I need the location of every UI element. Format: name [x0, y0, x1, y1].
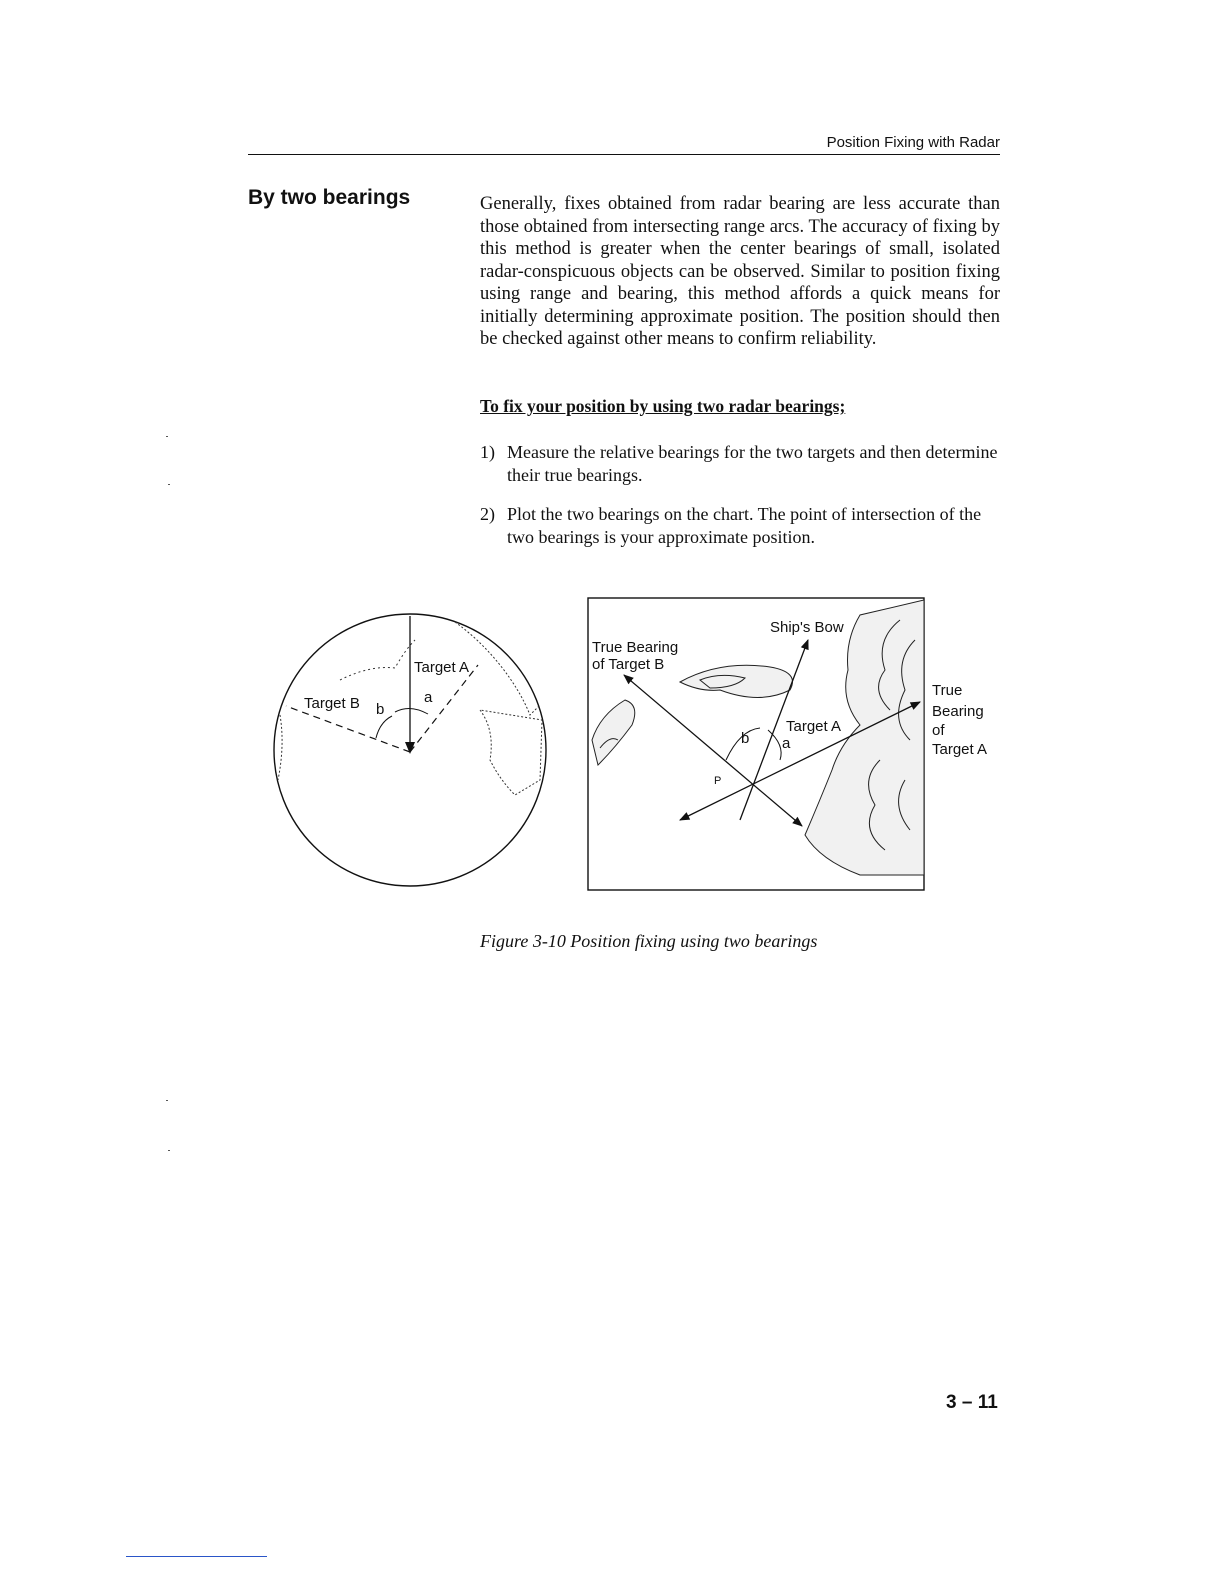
footer-rule: [126, 1556, 267, 1557]
side-heading: By two bearings: [248, 186, 411, 209]
chart-label-angle-a: a: [782, 735, 791, 752]
figure-caption: Figure 3-10 Position fixing using two bearings: [480, 931, 818, 951]
chart-label-true-bearing-a-line2: Bearing: [932, 703, 984, 720]
procedure-heading: To fix your position by using two radar bearings;: [480, 396, 846, 416]
chart-label-true-bearing-a-line4: Target A: [932, 741, 988, 758]
radar-display: [274, 614, 546, 886]
bearing-line-b: [286, 706, 410, 752]
chart-label-true-bearing-b-line1: True Bearing: [592, 639, 679, 656]
chart-label-target-a: Target A: [786, 718, 842, 735]
step-number: 2): [480, 504, 495, 524]
radar-label-target-b: Target B: [304, 695, 360, 712]
margin-speck: [168, 1150, 170, 1151]
margin-speck: [166, 436, 168, 437]
step-number: 1): [480, 442, 495, 462]
margin-speck: [168, 484, 170, 485]
chart-angle-arc-a: [768, 730, 781, 760]
step-text: Plot the two bearings on the chart. The point of intersection of the two bearings is your approximate position.: [507, 504, 982, 547]
chart-label-true-bearing-b-line2: of Target B: [592, 656, 665, 673]
chart-plot: [588, 598, 987, 890]
radar-label-angle-a: a: [424, 689, 433, 706]
chart-label-ships-bow: Ship's Bow: [770, 619, 844, 636]
bearing-line-a: [410, 665, 478, 752]
angle-arc-a: [395, 708, 428, 714]
margin-speck: [166, 1100, 168, 1101]
chart-label-angle-b: b: [741, 730, 750, 747]
running-title: Position Fixing with Radar: [826, 134, 1000, 151]
radar-label-angle-b: b: [376, 701, 385, 718]
radar-label-target-a: Target A: [414, 659, 470, 676]
chart-label-true-bearing-a-line1: True: [932, 682, 963, 699]
page-number: 3 – 11: [946, 1392, 998, 1413]
body-paragraph: Generally, fixes obtained from radar bearing are less accurate than those obtained from intersecting range arcs. The accuracy of fixing by this method is greater when the center bearings of small, isolated radar-conspicuous objects can be observed. Similar to position fixing using range and bearing, this method affords a quick means for initially determining approximate position. The position should then be checked against other means to confirm reliability.: [480, 194, 1000, 349]
chart-label-own-position: P: [714, 775, 722, 787]
chart-label-true-bearing-a-line3: of: [932, 722, 945, 739]
step-text: Measure the relative bearings for the two targets and then determine their true bearings.: [507, 442, 998, 485]
angle-arc-b: [376, 716, 392, 738]
